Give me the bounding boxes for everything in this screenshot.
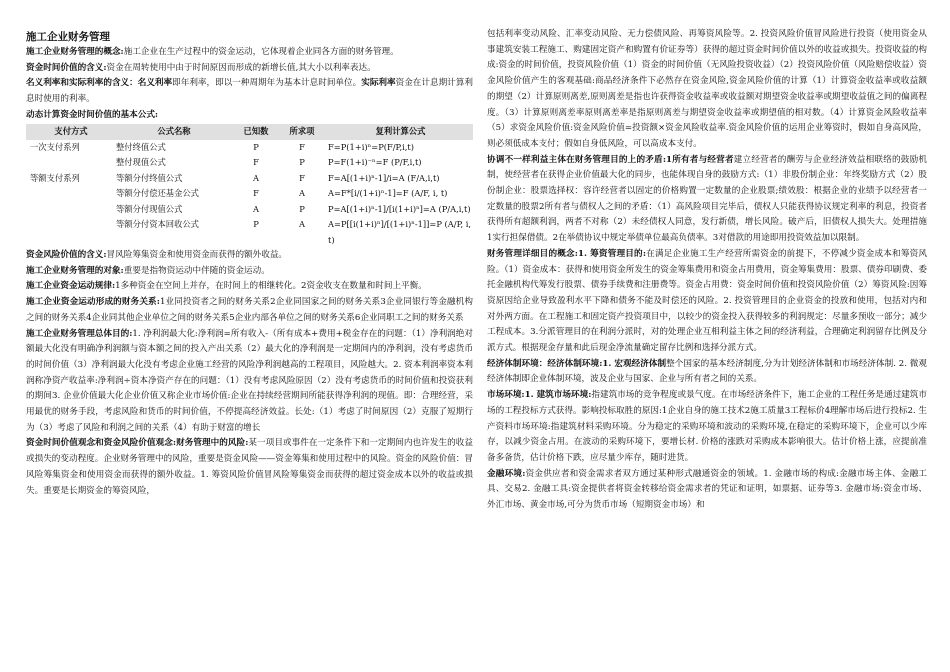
table-cell: A [253, 172, 259, 183]
table-cell: 等额分付现值公式 [116, 203, 183, 214]
table-header-row [26, 124, 473, 140]
table-cell: F=A[(1+i)ⁿ-1]/i=A (F/A,i,t) [328, 172, 440, 183]
table-cell: F=P(1+i)ⁿ=P(F/P,i,t) [328, 141, 414, 152]
paragraph-concept: 施工企业财务管理的概念:施工企业在生产过程中的资金运动，它体现着企业同各方面的财务管理。 [26, 47, 399, 57]
table-cell: P [253, 219, 259, 230]
table-cell: 等额分付终值公式 [116, 172, 183, 183]
left-column [26, 0, 473, 499]
column-header: 所求项 [276, 124, 324, 140]
table-cell: 整付终值公式 [116, 141, 166, 152]
table-cell [26, 217, 112, 248]
table-cell: 等额支付系列 [30, 172, 80, 183]
paragraph-market-environment: 市场环境:1. 建筑市场环境:指建筑市场的竞争程度或景气度。在市场经济条件下，施工企业的工程任务是通过建筑市场的工程投标方式获得。影响投标取胜的原因:1企业自身的施工技术2施工质量3工程标价4理解市场后进行投标2. 生产资料市场环境:指建筑材料采购环境。分为稳定的采购环境和波动的采购环境,在稳定的采购环境下，企业可以少库存，以减少资金占用。在波动的采购环境下，要增长材. 价格的涨跌对采购成本影响很大。估计价格上涨，应提前准备多备货，估计价格下跌，应尽量少库存，随时进货。 [487, 390, 927, 463]
paragraph-time-value: 资金时间价值的含义:资金在周转使用中由于时间原因而形成的新增长值,其大小以利率表达。 [26, 62, 376, 73]
table-cell: A=P[[i(1+i)ⁿ]/[(1+i)ⁿ-1]]=P (A/P, i, t) [328, 219, 472, 245]
table-row [26, 217, 473, 248]
table-cell: 整付现值公式 [116, 157, 166, 168]
paragraph-financial-environment: 金融环境:资金供应者和资金需求者双方通过某种形式融通资金的领域。1. 金融市场的构成:金融市场主体、金融工具、交易2. 金融工具:资金提供者将资金转移给资金需求者的凭证和证明，如票据、证券等3. 金融市场:资金市场、外汇市场、黄金市场,可分为货币市场（短期资金市场）和 [487, 468, 927, 511]
column-header: 支付方式 [26, 124, 112, 140]
table-row [26, 202, 473, 218]
paragraph-specific-goals: 财务管理详细目的概念:1. 筹资管理目的:在满足企业施工生产经营所需资金的前提下，不停减少资金成本和筹资风险。（1）资金成本：获得和使用资金所发生的资金筹集费用和资金占用费用，资金筹集费用：股票、债券印刷费、委托金融机构代筹发行股票、债券手续费和注册费等。资金占用费：资金时间价值和投资风险价值（2）筹资风险:因筹资原因给企业导致盈利水平下降和债务不能及时偿还的风险。2. 投资管理目的企业资金的投放和使用，包括对内和对外两方面。在工程施工和固定资产投资项目中，以较少的资金投入获得较多的利润规定：尽量多预收一部分；减少工程成本。3.分派管理目的在利润分派时，对的处理企业互相利益主体之间的经济利益，合理确定利润留存比例及分派方式。根据现金存量和此后现金净流量确定留存比例和选择分派方式。 [487, 248, 927, 354]
formula-table [26, 124, 473, 249]
table-cell: A [299, 219, 305, 230]
table-cell: 一次支付系列 [30, 141, 80, 152]
column-header: 复利计算公式 [324, 124, 473, 140]
paragraph-financial-relations: 施工企业资金运动形成的财务关系:1业同投资者之间的财务关系2企业同国家之间的财务关系3企业同银行等金融机构之间的财务关系4企业同其他企业单位之间的财务关系5企业内部各单位之间的财务关系6企业同职工之间的财务关系 [26, 297, 473, 323]
table-cell: P=F(1+i)⁻ⁿ=F (P/F,i,t) [328, 157, 422, 168]
paragraph-interest-rate: 名义利率和实际利率的含义：名义利率即年利率，即以一种周期年为基本计息时间单位。实际利率资金在计息期计算利息时使用的利率。 [26, 78, 473, 105]
paragraph-conflicts: 协调不一样利益主体在财务管理目的上的矛盾:1所有者与经营者建立经营者的酬劳与企业经济效益相联络的鼓励机制，使经营者在获得企业价值最大化的同步，也能体现自身的鼓励方式:（1）非股份制企业：年终奖励方式（2）股份制企业：股票选择权：容许经营者以固定的价格购置一定数量的企业股票;绩效股：根据企业的业绩予以经营者一定数量的股票2所有者与债权人之间的矛盾：（1）高风险项目完毕后，债权人只能获得协议规定利率的利息，投资者获得所有超额利润，两者不对称（2）未经债权人同意，发行新债，增长风险。破产后，旧债权人损失大。处理措施1实行担保借债。2在举债协议中规定举债单位最高负债率。3对借款的用途即用投资效益加以限制。 [487, 154, 927, 244]
table-cell: 等额分付资本回收公式 [116, 219, 199, 230]
table-row [26, 186, 473, 202]
table-cell: P=A[(1+i)ⁿ-1]/[i(1+i)ⁿ]=A (P/A,i,t) [328, 203, 471, 214]
column-header: 已知数 [232, 124, 276, 140]
table-row [26, 155, 473, 171]
table-cell: F [253, 188, 259, 199]
table-cell: P [253, 141, 259, 152]
table-row [26, 171, 473, 187]
table-cell: P [299, 203, 305, 214]
right-column [487, 0, 927, 514]
paragraph-object: 施工企业财务管理的对象:重要是指物资运动中伴随的资金运动。 [26, 265, 270, 276]
table-cell: 等额分付偿还基金公式 [116, 188, 199, 199]
paragraph-economic-system: 经济体制环境：经济体制环境:1. 宏观经济体制整个国家的基本经济制度,分为计划经济体制和市场经济体制. 2. 微观经济体制即企业体制环境，波及企业与国家、企业与所有者之间的关系。 [487, 358, 927, 385]
table-cell: A=F*[i/(1+i)ⁿ-1]=F (A/F, i, t) [328, 188, 448, 199]
table-cell: F [299, 141, 305, 152]
table-cell [26, 186, 112, 202]
paragraph-investment-risk: 包括利率变动风险、汇率变动风险、无力偿债风险、再筹资风险等。2. 投资风险价值冒风险进行投资（使用资金从事建筑安装工程施工、购建固定资产和购置有价证券等）获得的超过资金时间价值以外的收益或损失。投资收益的构成:资金的时间价值，投资风险价值（1）资金的时间价值（无风险投资收益）（2）投资风险价值（风险赔偿收益）资金风险价值产生的客观基础:商品经济条件下必然存在资金风险,资金风险价值的计算（1）计算资金收益率或收益额的期望（2）计算原则离差,原则离差是指也许获得资金收益率或收益额对期望资金收益率或期望收益值之间的偏离程度。（3）计算原则离差率原则离差率是指原则离差与期望资金收益率或期望值的相对数。（4）计算资金风险收益率（5）求资金风险价值:资金风险价值=投资额×资金风险收益率.资金风险价值的运用企业筹资时，假如自身高风险，则必须低成本支付；假如自身低风险，可以高成本支付。 [487, 29, 927, 149]
paragraph-capital-law: 施工企业资金运动规律:1多种资金在空间上并存，在时间上的相继转化。2资金收支在数量和时间上平衡。 [26, 281, 427, 292]
table-cell: P [299, 157, 305, 168]
paragraph-overall-goal: 施工企业财务管理总体目的:1. 净利润最大化:净利润=所有收入-（所有成本+费用+税金存在的问题：（1）净利润绝对额最大化没有明确净利润额与资本额之间的投入产出关系（2）最大化的净利润是一定期间内的净利润，没有考虑货币的时间价值（3）净利润最大化没有考虑企业施工经营的风险净利润越高的工程项目，风险越大。2. 资本利润率资本利润称净资产收益率:净利润÷资本净资产存在的问题：（1）没有考虑风险原因（2）没有考虑货币的时间价值和投资获利的期间3. 企业价值最大化企业价值又称企业市场价值:企业在持续经营期间所能获得净利润的现值。即：合理经营，采用最优的财务手段，考虑风险和货币的时间价值，不停提高经济效益。长处:（1）考虑了时间原因（2）克服了短期行为（3）考虑了风险和利润之间的关系（4）有助于财富的增长 [26, 328, 473, 433]
table-cell: A [253, 203, 259, 214]
table-heading: 动态计算资金时间价值的基本公式: [26, 109, 159, 120]
paragraph-risk-value: 资金风险价值的含义:冒风险筹集资金和使用资金而获得的额外收益。 [26, 250, 288, 261]
table-cell [26, 202, 112, 218]
table-cell: A [299, 188, 305, 199]
table-row [26, 140, 473, 156]
paragraph-risk-concept: 资金时间价值观念和资金风险价值观念:财务管理中的风险:某一项目或事件在一定条件下和一定期间内也许发生的收益或损失的变动程度。企业财务管理中的风险，重要是资金风险——资金筹集和使用过程中的风险。资金的风险价值：冒风险筹集资金和使用资金而获得的额外收益。1. 筹资风险价值冒风险筹集资金而获得的超过资金成本以外的收益或损失。重要是长期资金的筹资风险， [26, 438, 473, 496]
column-header: 公式名称 [112, 124, 232, 140]
table-cell: F [299, 172, 305, 183]
table-cell [26, 155, 112, 171]
document-title: 施工企业财务管理 [26, 31, 110, 43]
table-cell: F [253, 157, 259, 168]
